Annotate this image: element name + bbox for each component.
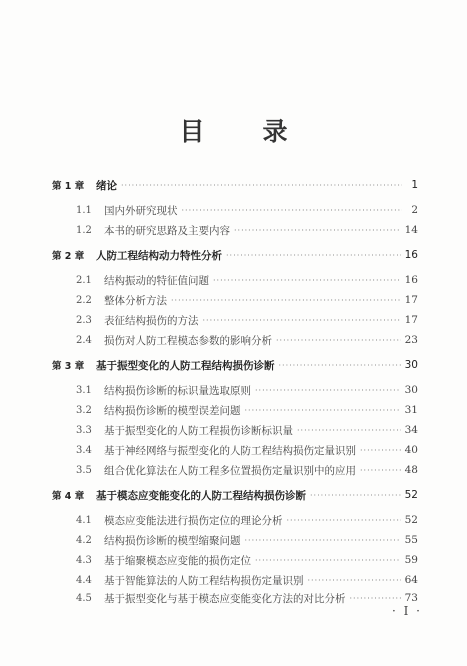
toc-page: 30: [404, 359, 418, 371]
toc-number: 3.1: [76, 384, 92, 396]
toc-label: 组合优化算法在人防工程多位置损伤定量识别中的应用: [104, 464, 356, 477]
leader-dots: [226, 251, 401, 260]
toc-page: 55: [404, 534, 418, 546]
toc-label: 结构损伤诊断的模型误差问题: [104, 404, 241, 417]
toc-number: 3.5: [76, 464, 92, 476]
toc-entry-4-1[interactable]: [76, 512, 418, 528]
toc-number: 3.3: [76, 424, 92, 436]
leader-dots: [245, 536, 401, 545]
toc-page: 31: [404, 404, 418, 416]
leader-dots: [171, 296, 401, 305]
toc-label: 结构损伤诊断的标识量选取原则: [104, 384, 251, 397]
toc-page: 34: [404, 424, 418, 436]
toc-label: 基于智能算法的人防工程结构损伤定量识别: [104, 574, 304, 587]
leader-dots: [245, 406, 401, 415]
toc-label: 基于缩聚模态应变能的损伤定位: [104, 554, 251, 567]
toc-entry-chapter-1[interactable]: [52, 177, 418, 193]
toc-page: 52: [404, 489, 418, 501]
toc-page: 16: [404, 249, 418, 261]
toc-number: 第 2 章: [52, 251, 85, 262]
toc-label: 结构振动的特征值问题: [104, 274, 209, 287]
title-char-2: 录: [262, 117, 288, 146]
toc-number: 2.3: [76, 314, 92, 326]
toc-number: 4.3: [76, 554, 92, 566]
toc-page: 40: [404, 444, 418, 456]
toc-label: 人防工程结构动力特性分析: [96, 249, 222, 262]
toc-number: 2.1: [76, 274, 92, 286]
toc-entry-3-5[interactable]: [76, 462, 418, 478]
leader-dots: [297, 426, 401, 435]
toc-entry-2-1[interactable]: [76, 272, 418, 288]
toc-label: 基于振型变化的人防工程结构损伤诊断: [96, 359, 275, 372]
toc-label: 基于振型变化与基于模态应变能变化方法的对比分析: [104, 592, 346, 605]
toc-entry-2-2[interactable]: [76, 292, 418, 308]
title-char-1: 目: [179, 117, 205, 146]
leader-dots: [276, 336, 401, 345]
toc-number: 3.2: [76, 404, 92, 416]
toc-page: 73: [404, 592, 418, 604]
toc-number: 1.1: [76, 204, 92, 216]
leader-dots: [287, 516, 401, 525]
toc-entry-chapter-4[interactable]: [52, 487, 418, 503]
toc-entry-chapter-2[interactable]: [52, 247, 418, 263]
toc-page: 17: [404, 314, 418, 326]
toc-number: 第 4 章: [52, 491, 85, 502]
leader-dots: [234, 226, 401, 235]
toc-entry-3-2[interactable]: [76, 402, 418, 418]
toc-number: 1.2: [76, 224, 92, 236]
page-number-footer: · I ·: [392, 604, 422, 618]
toc-label: 模态应变能法进行损伤定位的理论分析: [104, 514, 283, 527]
leader-dots: [308, 576, 401, 585]
toc-number: 4.2: [76, 534, 92, 546]
toc-number: 4.1: [76, 514, 92, 526]
toc-entry-3-1[interactable]: [76, 382, 418, 398]
toc-label: 损伤对人防工程模态参数的影响分析: [104, 334, 272, 347]
toc-label: 基于振型变化的人防工程损伤诊断标识量: [104, 424, 293, 437]
leader-dots: [360, 446, 401, 455]
toc-page: 52: [404, 514, 418, 526]
leader-dots: [255, 386, 401, 395]
toc-entry-1-2[interactable]: [76, 222, 418, 238]
toc-entry-chapter-3[interactable]: [52, 357, 418, 373]
toc-label: 整体分析方法: [104, 294, 167, 307]
toc-label: 绪论: [96, 179, 117, 192]
toc-page: 23: [404, 334, 418, 346]
leader-dots: [350, 594, 401, 603]
leader-dots: [360, 466, 401, 475]
toc-entry-2-4[interactable]: [76, 332, 418, 348]
toc-entry-3-4[interactable]: [76, 442, 418, 458]
leader-dots: [255, 556, 401, 565]
toc-entry-2-3[interactable]: [76, 312, 418, 328]
toc-entry-4-2[interactable]: [76, 532, 418, 548]
toc-page: 1: [411, 179, 418, 191]
toc-page: 16: [404, 274, 418, 286]
toc-page: 2: [411, 204, 418, 216]
toc-page: 17: [404, 294, 418, 306]
toc-entry-4-5[interactable]: [76, 590, 418, 606]
page-title: [0, 112, 467, 148]
toc-label: 基于神经网络与振型变化的人防工程结构损伤定量识别: [104, 444, 356, 457]
toc-entry-4-3[interactable]: [76, 552, 418, 568]
toc-label: 结构损伤诊断的模型缩聚问题: [104, 534, 241, 547]
toc-label: 基于模态应变能变化的人防工程结构损伤诊断: [96, 489, 306, 502]
toc-number: 4.5: [76, 592, 92, 604]
toc-label: 本书的研究思路及主要内容: [104, 224, 230, 237]
toc-label: 国内外研究现状: [104, 204, 178, 217]
leader-dots: [279, 361, 401, 370]
toc-page: 48: [404, 464, 418, 476]
toc-page: 64: [404, 574, 418, 586]
toc-number: 4.4: [76, 574, 92, 586]
toc-number: 第 1 章: [52, 181, 85, 192]
leader-dots: [121, 181, 402, 190]
toc-number: 第 3 章: [52, 361, 85, 372]
leader-dots: [182, 206, 403, 215]
toc-entry-3-3[interactable]: [76, 422, 418, 438]
toc-entry-1-1[interactable]: [76, 202, 418, 218]
leader-dots: [310, 491, 401, 500]
toc-page: 14: [404, 224, 418, 236]
toc-number: 2.4: [76, 334, 92, 346]
toc-page: 30: [404, 384, 418, 396]
toc-page: 59: [404, 554, 418, 566]
leader-dots: [213, 276, 401, 285]
leader-dots: [203, 316, 401, 325]
toc-number: 2.2: [76, 294, 92, 306]
toc-entry-4-4[interactable]: [76, 572, 418, 588]
toc-label: 表征结构损伤的方法: [104, 314, 199, 327]
toc-number: 3.4: [76, 444, 92, 456]
